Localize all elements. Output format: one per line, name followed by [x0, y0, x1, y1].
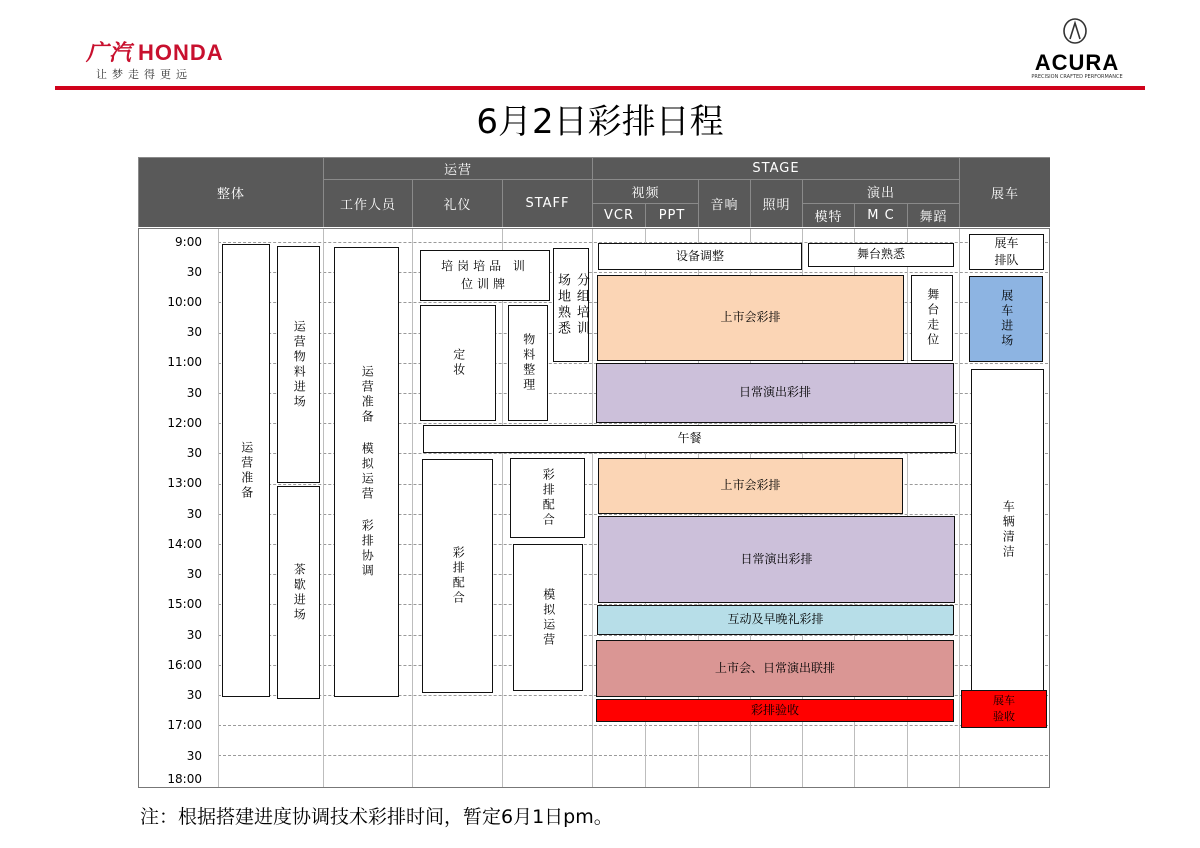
block-makeup: 定妆 [420, 305, 496, 421]
header-ops: 运营 [323, 157, 592, 179]
block-mock-ops: 模拟运营 [513, 544, 583, 691]
grid-row-line [218, 755, 1048, 756]
time-label: 12:00 [140, 415, 206, 431]
time-label: 9:00 [140, 234, 206, 250]
header-model: 模特 [802, 203, 854, 227]
block-daily-show-2: 日常演出彩排 [598, 516, 955, 603]
block-material-in: 运营物料进场 [277, 246, 320, 483]
grid-col-line [592, 229, 593, 787]
block-rehearsal-coop: 彩排配合 [422, 459, 493, 693]
block-overall-prep: 运营准备 [222, 244, 270, 697]
block-stage-walk: 舞台走位 [911, 275, 953, 361]
slogan: 让梦走得更远 [96, 68, 192, 81]
header-stage: STAGE [592, 157, 959, 179]
acura-icon [1062, 18, 1088, 44]
block-launch-rehearsal-2: 上市会彩排 [598, 458, 903, 514]
block-material-sort: 物料整理 [508, 305, 548, 421]
header-vcr: VCR [592, 203, 645, 227]
block-staff-rehearsal-coop: 彩排配合 [510, 458, 585, 538]
time-label: 30 [140, 687, 206, 703]
block-etiquette-training: 培岗培品 训位训牌 [420, 250, 550, 301]
acura-tagline: PRECISION CRAFTED PERFORMANCE [1031, 74, 1123, 80]
footnote: 注：根据搭建进度协调技术彩排时间，暂定6月1日pm。 [140, 806, 613, 828]
grid-col-line [323, 229, 324, 787]
grid-row-line [218, 725, 1048, 726]
header-lighting: 照明 [750, 179, 802, 227]
time-label: 18:00 [140, 771, 206, 787]
header-car-show: 展车 [959, 157, 1050, 227]
time-label: 30 [140, 445, 206, 461]
header-overall: 整体 [138, 157, 323, 227]
block-daily-show-1: 日常演出彩排 [596, 363, 954, 423]
header-ops-etiquette: 礼仪 [412, 179, 502, 227]
header-ops-staff-en: STAFF [502, 179, 592, 227]
block-rehearsal-accept: 彩排验收 [596, 699, 954, 722]
block-interactive: 互动及早晚礼彩排 [597, 605, 954, 635]
time-label: 30 [140, 748, 206, 764]
block-car-enter: 展车进场 [969, 276, 1043, 362]
time-label: 30 [140, 506, 206, 522]
grid-col-line [412, 229, 413, 787]
block-car-accept: 展车验收 [961, 690, 1047, 728]
time-label: 17:00 [140, 717, 206, 733]
block-tea-in: 茶歇进场 [277, 486, 320, 699]
time-label: 13:00 [140, 475, 206, 491]
time-label: 16:00 [140, 657, 206, 673]
gac-honda-logo: 广汽 HONDA [86, 40, 224, 65]
block-equipment-adjust: 设备调整 [598, 243, 802, 270]
block-staff-prep: 运营准备 模拟运营 彩排协调 [334, 247, 399, 697]
time-label: 11:00 [140, 354, 206, 370]
block-car-queue: 展车排队 [969, 234, 1044, 270]
block-venue-training: 场地熟悉 分组培训 [553, 248, 589, 362]
grid-col-line [959, 229, 960, 787]
header-audio: 音响 [698, 179, 750, 227]
header-performance: 演出 [802, 179, 959, 203]
block-joint-rehearsal: 上市会、日常演出联排 [596, 640, 954, 697]
header-mc: M C [854, 203, 907, 227]
time-label: 15:00 [140, 596, 206, 612]
grid-col-line [218, 229, 219, 787]
time-label: 30 [140, 324, 206, 340]
block-stage-familiar: 舞台熟悉 [808, 243, 954, 267]
block-launch-rehearsal-1: 上市会彩排 [597, 275, 904, 361]
header-divider [55, 86, 1145, 90]
time-label: 10:00 [140, 294, 206, 310]
block-lunch: 午餐 [423, 425, 956, 453]
time-label: 30 [140, 385, 206, 401]
header-dance: 舞蹈 [907, 203, 959, 227]
header-video: 视频 [592, 179, 698, 203]
header-ops-staff: 工作人员 [323, 179, 412, 227]
time-label: 14:00 [140, 536, 206, 552]
time-label: 30 [140, 566, 206, 582]
time-label: 30 [140, 627, 206, 643]
time-label: 30 [140, 264, 206, 280]
block-car-clean: 车辆清洁 [971, 369, 1044, 691]
grid-col-line [502, 229, 503, 787]
page-title: 6月2日彩排日程 [476, 102, 724, 142]
acura-logo: ACURA [1034, 50, 1120, 75]
header-ppt: PPT [645, 203, 698, 227]
